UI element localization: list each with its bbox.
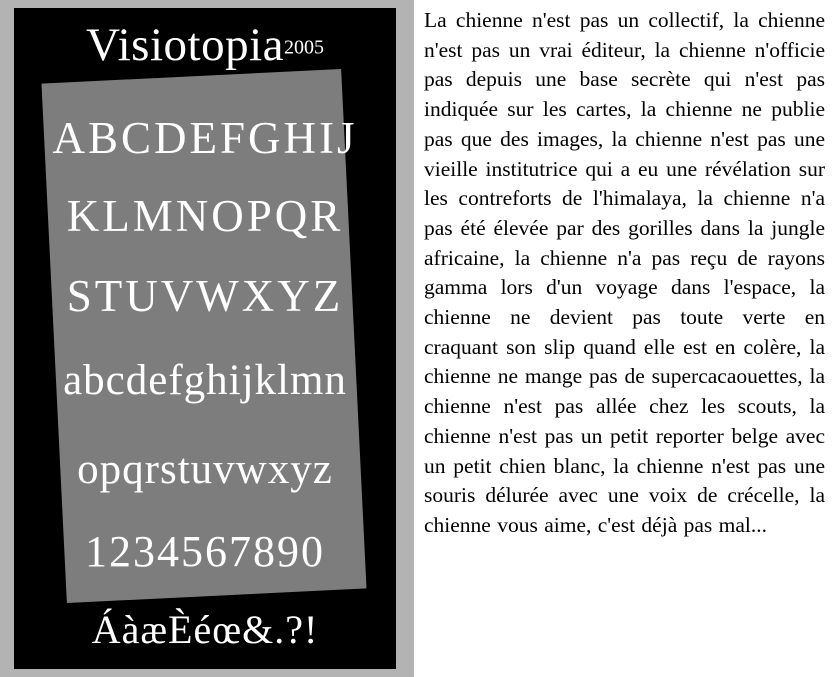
lowercase-row-2: opqrstuvwxyz xyxy=(77,446,333,493)
body-paragraph: La chienne n'est pas un collectif, la chienne n'est pas un vrai éditeur, la chienne n'officie pas depuis une base secrète qui n'est pas indiquée sur les cartes, la chienne ne publie pas que des images, la chienne n'est pas une vieille institutrice qui a eu une révélation sur les contreforts de l'himalaya, la chienne n'a pas été élevée par des gorilles dans la jungle africaine, la chienne n'a pas reçu de rayons gamma lors d'un voyage dans l'espace, la chienne ne devient pas toute verte en craquant son slip quand elle est en colère, la chienne ne mange pas de supercacaouettes, la chienne n'est pas allée chez les scouts, la chienne n'est pas un petit reporter belge avec un petit chien blanc, la chienne n'est pas une souris délurée avec une voix de crécelle, la chienne vous aime, c'est déjà pas mal... xyxy=(424,8,825,537)
uppercase-row-2: KLMNOPQR xyxy=(66,191,344,241)
specimen-panel xyxy=(0,0,414,677)
specimen-title xyxy=(14,18,396,72)
text-panel xyxy=(414,0,835,677)
typeface-year: 2005 xyxy=(284,36,324,59)
specimen-content xyxy=(14,8,396,669)
specimen-board xyxy=(14,8,396,669)
uppercase-row-1: ABCDEFGHIJ xyxy=(52,113,358,163)
uppercase-row-3: STUVWXYZ xyxy=(66,271,344,321)
numerals-row: 1234567890 xyxy=(85,527,325,576)
lowercase-row-1: abcdefghijklmn xyxy=(63,357,347,404)
accents-row: ÁàæÈéœ&.?! xyxy=(91,607,319,652)
typeface-name: Visiotopia xyxy=(85,19,284,71)
